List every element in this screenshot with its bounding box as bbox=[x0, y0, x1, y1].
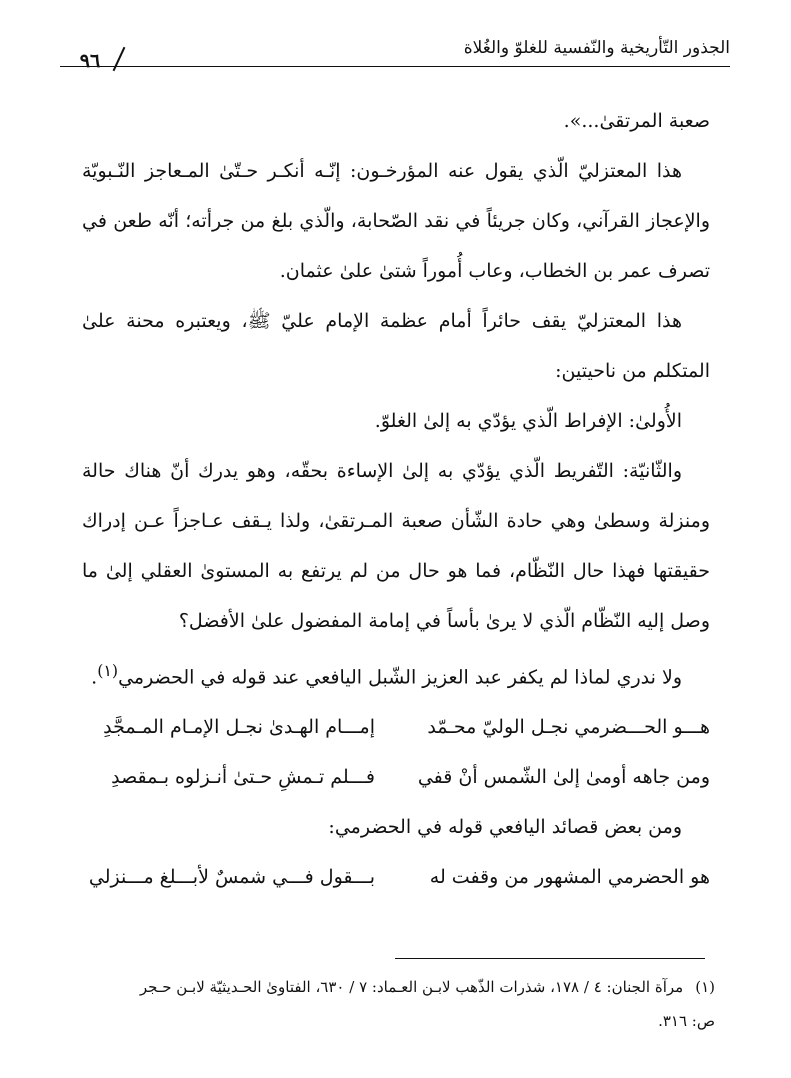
text-line: هذا المعتزليّ يقف حائراً أمام عظمة الإمام عليّ ﷺ، ويعتبره محنة علىٰ المتكلم bbox=[82, 310, 710, 382]
page-number: ٩٦ bbox=[79, 50, 101, 72]
header-rule bbox=[60, 66, 730, 67]
main-text bbox=[82, 96, 710, 902]
poem-verse-2 bbox=[82, 752, 710, 802]
text-line: في تصرف عمر بن الخطاب، وعاب أُموراً شتىٰ علىٰ عثمان. bbox=[82, 210, 710, 282]
paragraph-yafii bbox=[82, 646, 710, 702]
poem-verse-3 bbox=[82, 852, 710, 902]
verse-second-hemistich: فـــلم تـمشِ حـتىٰ أنـزلوه بـمقصدِ bbox=[111, 766, 375, 789]
poem-verse-1 bbox=[82, 702, 710, 752]
paragraph-quote-end bbox=[82, 96, 710, 146]
footnote-1-continued bbox=[75, 1004, 715, 1038]
text-line: حقيقتها فهذا حال النّظّام، فما هو حال من لم يرتفع به المستوىٰ العقلي إلىٰ ما وصل bbox=[82, 560, 710, 632]
text-line: والإعجاز القرآني، وكان جريئاً في نقد الصّحابة، والّذي بلغ من جرأته؛ أنّه طعن bbox=[113, 210, 710, 232]
paragraph-second-aspect bbox=[82, 446, 710, 646]
text-line: هذا المعتزليّ الّذي يقول عنه المؤرخـون: إنّـه أنكـر حـتّىٰ المـعاجز النّـبويّة bbox=[82, 160, 682, 182]
text-line: . bbox=[91, 666, 98, 689]
footnote-separator bbox=[395, 958, 705, 959]
running-header bbox=[60, 38, 730, 72]
footnotes bbox=[75, 970, 715, 1038]
header-title: الجذور التّأريخية والنّفسية للغلوّ والغُلاة bbox=[463, 38, 730, 58]
text-line: من ناحيتين: bbox=[555, 360, 647, 382]
text-line: ولا ندري لماذا لم يكفر عبد العزيز الشّبل اليافعي عند قوله في الحضرمي bbox=[118, 666, 682, 689]
paragraph-poem-intro bbox=[82, 802, 710, 852]
text-line: صعبة المرتقىٰ...». bbox=[563, 110, 710, 132]
footnote-text: مرآة الجنان: ٤ / ١٧٨، شذرات الذّهب لابـن العـماد: ٧ / ٦٣٠، الفتاوىٰ الحـديثيّة لابـن حـجر bbox=[139, 978, 684, 996]
text-line: الأُولىٰ: الإفراط الّذي يؤدّي به إلىٰ الغلوّ. bbox=[374, 410, 682, 432]
verse-second-hemistich: إمـــام الهـدىٰ نجـل الإمـام المـمجَّدِ bbox=[103, 716, 375, 739]
paragraph-first-aspect bbox=[82, 396, 710, 446]
paragraph-mutazili-2 bbox=[82, 296, 710, 396]
verse-first-hemistich: ومن جاهه أومىٰ إلىٰ الشّمس أنْ قفي bbox=[417, 766, 710, 789]
verse-first-hemistich: هـــو الحـــضرمي نجـل الوليّ محـمّد bbox=[427, 716, 710, 739]
footnote-text: ص: ٣١٦. bbox=[658, 1012, 715, 1030]
paragraph-mutazili-1 bbox=[82, 146, 710, 296]
text-line: ومن بعض قصائد اليافعي قوله في الحضرمي: bbox=[328, 816, 682, 839]
text-line: إليه النّظّام الّذي لا يرىٰ بأساً في إمامة المفضول علىٰ الأفضل؟ bbox=[178, 610, 665, 632]
verse-second-hemistich: بـــقول فـــي شمسٌ لأبـــلغ مـــنزلي bbox=[88, 866, 375, 889]
footnote-reference[interactable]: (١) bbox=[97, 661, 119, 680]
footnote-1 bbox=[75, 970, 715, 1004]
text-line: ومنزلة وسطىٰ وهي حادة الشّأن صعبة المـرتقىٰ، ولذا يـقف عـاجزاً عـن إدراك bbox=[82, 510, 710, 532]
verse-first-hemistich: هو الحضرمي المشهور من وقفت له bbox=[429, 866, 710, 889]
footnote-marker: (١) bbox=[695, 978, 715, 996]
text-line: والثّانيّة: التّفريط الّذي يؤدّي به إلىٰ الإساءة بحقّه، وهو يدرك أنّ هناك حالة bbox=[82, 460, 682, 482]
